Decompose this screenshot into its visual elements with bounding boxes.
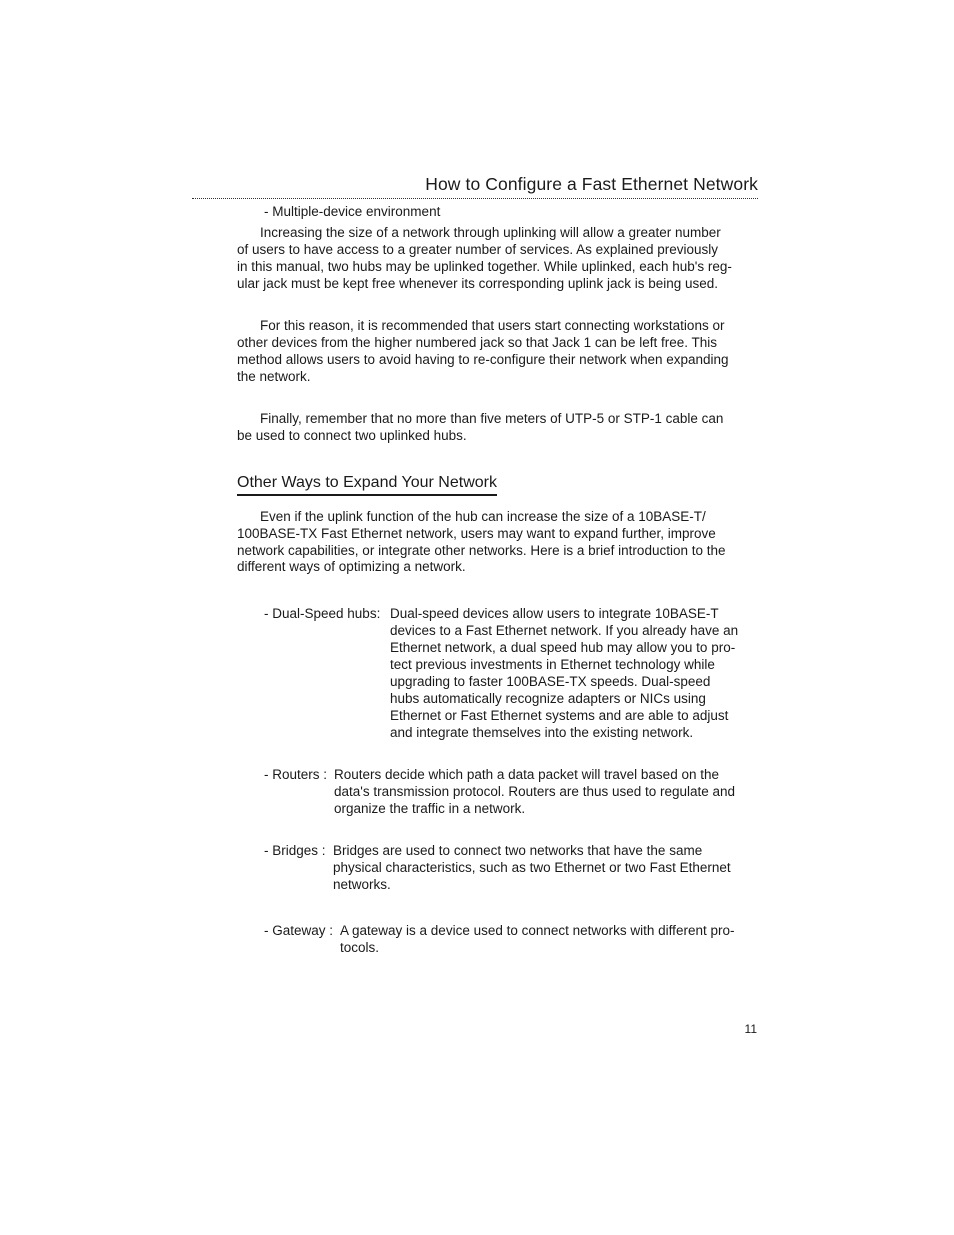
definition-term-bridges: - Bridges :: [264, 843, 326, 858]
definition-term-gateway: - Gateway :: [264, 923, 334, 938]
intro-paragraph-1-line: ular jack must be kept free whenever its corresponding uplink jack is being used.: [237, 276, 719, 291]
intro-paragraph-3-line: Finally, remember that no more than five meters of UTP-5 or STP-1 cable can: [260, 411, 724, 426]
definition-body-gateway: [340, 922, 734, 956]
page-number: 11: [744, 1022, 757, 1036]
section-paragraph-line: different ways of optimizing a network.: [237, 559, 466, 574]
definition-line: Routers decide which path a data packet will travel based on the: [334, 767, 719, 782]
definition-line: data's transmission protocol. Routers are thus used to regulate and: [334, 784, 736, 799]
header-dotted-rule: [192, 198, 758, 199]
definition-term-dual-speed-hubs: - Dual-Speed hubs:: [264, 606, 381, 621]
definition-line: and integrate themselves into the existing network.: [390, 725, 694, 740]
definition-body-routers: [334, 766, 735, 817]
subhead-multiple-device: - Multiple-device environment: [264, 204, 441, 219]
definition-line: Dual-speed devices allow users to integrate 10BASE-T: [390, 606, 719, 621]
section-heading: Other Ways to Expand Your Network: [237, 474, 497, 496]
intro-paragraph-1-line: in this manual, two hubs may be uplinked together. While uplinked, each hub's reg-: [237, 259, 732, 274]
definition-line: hubs automatically recognize adapters or NICs using: [390, 691, 706, 706]
intro-paragraph-2-line: method allows users to avoid having to re-configure their network when expanding: [237, 352, 729, 367]
definition-line: Bridges are used to connect two networks that have the same: [333, 843, 703, 858]
intro-paragraph-1-line: of users to have access to a greater number of services. As explained previously: [237, 242, 718, 257]
definition-body-dual-speed-hubs: [390, 605, 738, 741]
definition-line: physical characteristics, such as two Ethernet or two Fast Ethernet: [333, 860, 731, 875]
intro-paragraph-2-line: other devices from the higher numbered jack so that Jack 1 can be left free. This: [237, 335, 718, 350]
definition-line: tocols.: [340, 940, 380, 955]
intro-paragraph-2-line: For this reason, it is recommended that users start connecting workstations or: [260, 318, 725, 333]
definition-line: organize the traffic in a network.: [334, 801, 526, 816]
definition-line: networks.: [333, 877, 391, 892]
definition-line: devices to a Fast Ethernet network. If you already have an: [390, 623, 739, 638]
definition-term-routers: - Routers :: [264, 767, 328, 782]
section-paragraph-line: Even if the uplink function of the hub can increase the size of a 10BASE-T/: [260, 509, 706, 524]
definition-line: tect previous investments in Ethernet technology while: [390, 657, 715, 672]
page-header-title: How to Configure a Fast Ethernet Network: [425, 174, 758, 194]
intro-paragraph-2-line: the network.: [237, 369, 311, 384]
definition-line: Ethernet or Fast Ethernet systems and are able to adjust: [390, 708, 729, 723]
definition-body-bridges: [333, 842, 731, 893]
definition-line: upgrading to faster 100BASE-TX speeds. Dual-speed: [390, 674, 711, 689]
intro-paragraph-3-line: be used to connect two uplinked hubs.: [237, 428, 467, 443]
definition-line: A gateway is a device used to connect networks with different pro-: [340, 923, 735, 938]
section-paragraph-line: 100BASE-TX Fast Ethernet network, users may want to expand further, improve: [237, 526, 716, 541]
definition-line: Ethernet network, a dual speed hub may allow you to pro-: [390, 640, 736, 655]
section-paragraph-line: network capabilities, or integrate other networks. Here is a brief introduction to the: [237, 543, 726, 558]
intro-paragraph-1-line: Increasing the size of a network through uplinking will allow a greater number: [260, 225, 721, 240]
